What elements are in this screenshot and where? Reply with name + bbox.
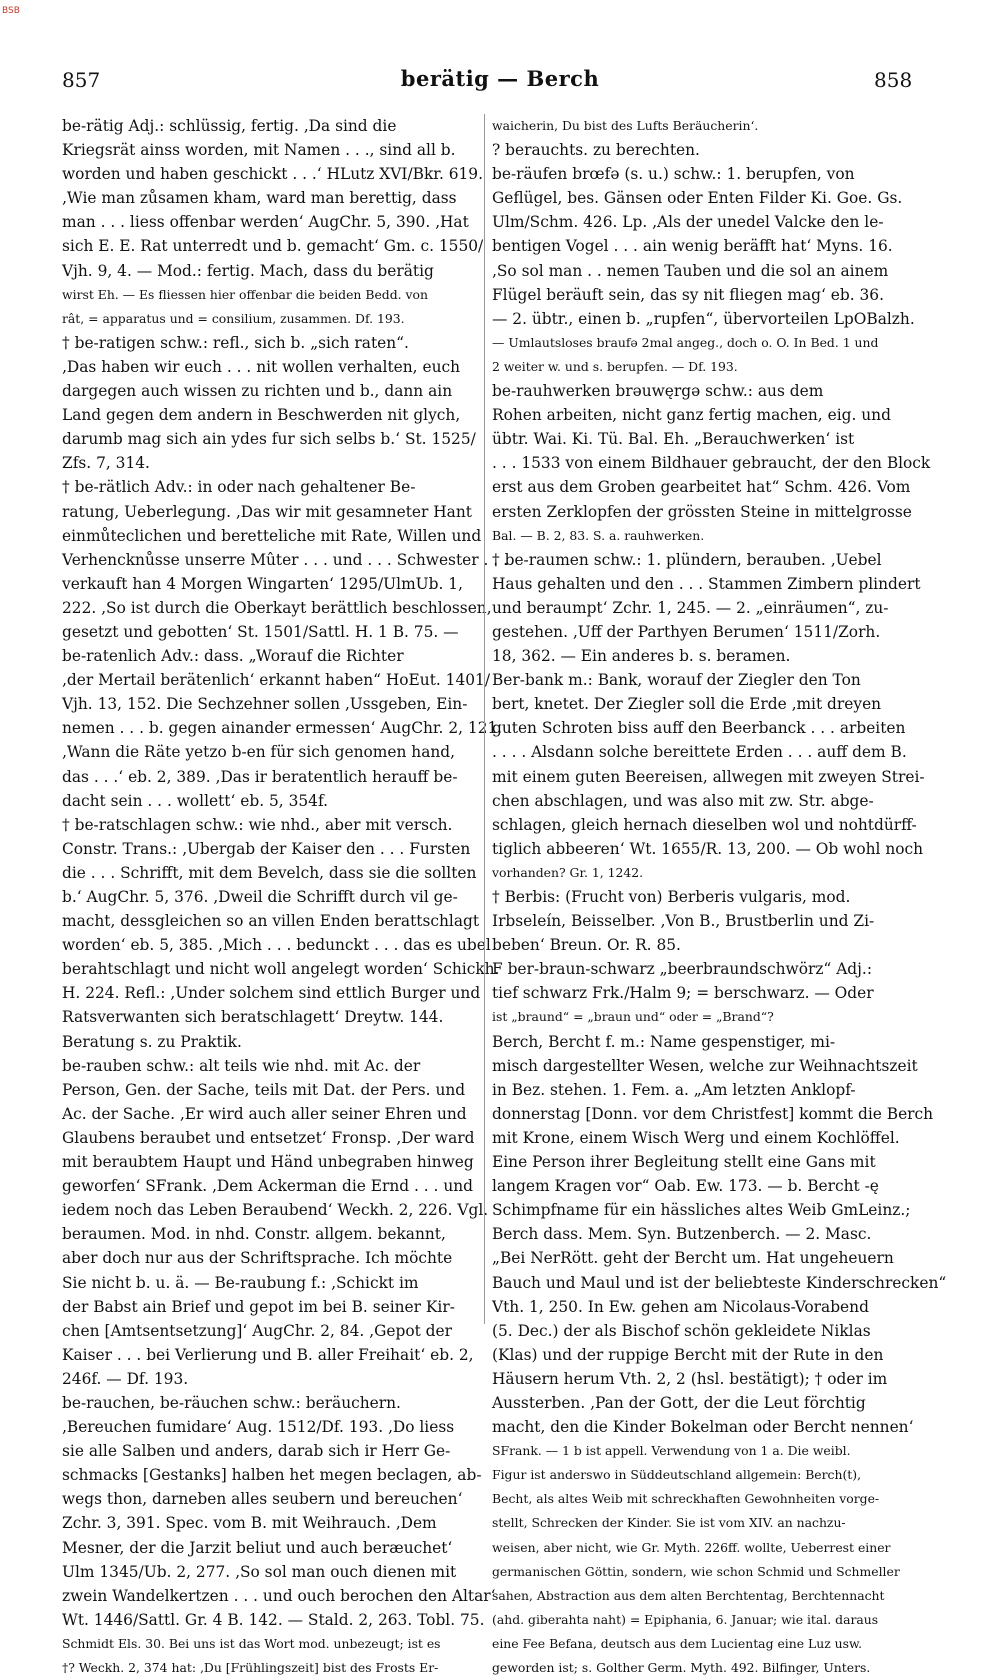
text-line: mit Krone, einem Wisch Werg und einem Kochlöffel.	[492, 1128, 900, 1147]
text-line: dacht sein . . . wollett‘ eb. 5, 354f.	[62, 791, 329, 810]
text-line: . . . . Alsdann solche bereittete Erden . . . auff dem B.	[492, 743, 907, 762]
text-line: Bal. — B. 2, 83. S. a. rauhwerken.	[492, 527, 705, 543]
text-line: bentigen Vogel . . . ain wenig beräfft hat‘ Myns. 16.	[492, 237, 893, 256]
text-line: — Umlautsloses braufə 2mal angeg., doch o. O. In Bed. 1 und	[492, 334, 879, 350]
text-line: vorhanden? Gr. 1, 1242.	[492, 864, 644, 880]
text-line: schlagen, gleich hernach dieselben wol und nohtdürff-	[492, 815, 917, 834]
text-line: Zfs. 7, 314.	[62, 454, 150, 473]
text-line: weisen, aber nicht, wie Gr. Myth. 226ff. wollte, Ueberrest einer	[492, 1539, 891, 1555]
text-line: ‚So sol man . . nemen Tauben und die sol an ainem	[492, 261, 889, 280]
text-line: sich E. E. Rat unterredt und b. gemacht‘ Gm. c. 1550/	[62, 237, 484, 256]
text-line: Kaiser . . . bei Verlierung und B. aller Freihait‘ eb. 2,	[62, 1345, 474, 1364]
text-line: †? Weckh. 2, 374 hat: ‚Du [Frühlingszeit] bist des Frosts Er-	[62, 1660, 439, 1675]
text-line: stellt, Schrecken der Kinder. Sie ist vom XIV. an nachzu-	[492, 1515, 846, 1531]
text-line: H. 224. Refl.: ‚Under solchem sind ettlich Burger und	[62, 984, 481, 1003]
text-line: darumb mag sich ain ydes fur sich selbs b.‘ St. 1525/	[62, 430, 476, 449]
text-line: worden‘ eb. 5, 385. ‚Mich . . . bedunckt . . . das es ubel	[62, 936, 491, 955]
text-line: Ber-bank m.: Bank, worauf der Ziegler den Ton	[492, 671, 861, 690]
text-line: verkauft han 4 Morgen Wingarten‘ 1295/UlmUb. 1,	[62, 574, 463, 593]
text-line: 246f. — Df. 193.	[62, 1369, 189, 1388]
text-line: be-rauben schw.: alt teils wie nhd. mit Ac. der	[62, 1056, 421, 1075]
running-title: berätig — Berch	[400, 66, 600, 91]
text-line: Kriegsrät ainss worden, mit Namen . . ., sind all b.	[62, 141, 456, 160]
text-line: übtr. Wai. Ki. Tü. Bal. Eh. „Berauchwerken‘ ist	[492, 430, 855, 449]
text-line: ‚Bereuchen fumidare‘ Aug. 1512/Df. 193. ‚Do liess	[62, 1418, 455, 1437]
text-line: Constr. Trans.: ‚Ubergab der Kaiser den . . . Fursten	[62, 839, 471, 858]
text-line: Mesner, der die Jarzit beliut und auch beræuchet‘	[62, 1538, 453, 1557]
text-line: Schmidt Els. 30. Bei uns ist das Wort mod. unbezeugt; ist es	[62, 1635, 441, 1651]
text-line: Glaubens beraubet und entsetzet‘ Fronsp. ‚Der ward	[62, 1128, 475, 1147]
text-line: Vjh. 13, 152. Die Sechzehner sollen ‚Ussgeben, Ein-	[62, 695, 468, 714]
right-column	[492, 114, 947, 1675]
text-line: sie alle Salben und anders, darab sich ir Herr Ge-	[62, 1442, 451, 1461]
text-line: 222. ‚So ist durch die Oberkayt berättlich beschlossen,	[62, 598, 492, 617]
text-line: ist „braund“ = „braun und“ oder = „Brand“?	[492, 1009, 774, 1025]
text-line: gesetzt und gebotten‘ St. 1501/Sattl. H. 1 B. 75. —	[62, 622, 459, 641]
text-line: ‚der Mertail berätenlich‘ erkannt haben“ HoEut. 1401/	[62, 671, 491, 690]
text-line: worden und haben geschickt . . .‘ HLutz XVI/Bkr. 619.	[62, 165, 483, 184]
text-line: Ulm/Schm. 426. Lp. ‚Als der unedel Valcke den le-	[492, 213, 884, 232]
text-line: ratung, Ueberlegung. ‚Das wir mit gesamneter Hant	[62, 502, 472, 521]
text-line: Figur ist anderswo in Süddeutschland allgemein: Berch(t),	[492, 1467, 862, 1483]
text-line: tief schwarz Frk./Halm 9; = berschwarz. — Oder	[492, 984, 874, 1003]
text-line: Becht, als altes Weib mit schreckhaften Gewohnheiten vorge-	[492, 1491, 880, 1507]
text-line: be-räufen brœfə (s. u.) schw.: 1. berupfen, von	[492, 165, 855, 184]
text-line: chen abschlagen, und was also mit zw. Str. abge-	[492, 791, 874, 810]
text-line: Geflügel, bes. Gänsen oder Enten Filder Ki. Goe. Gs.	[492, 189, 903, 208]
text-line: Ratsverwanten sich beratschlagett‘ Dreytw. 144.	[62, 1008, 444, 1027]
text-line: misch dargestellter Wesen, welche zur Weihnachtszeit	[492, 1056, 918, 1075]
text-line: be-rauchen, be-räuchen schw.: beräuchern.	[62, 1393, 401, 1412]
text-line: Wt. 1446/Sattl. Gr. 4 B. 142. — Stald. 2, 263. Tobl. 75.	[62, 1610, 485, 1629]
text-line: chen [Amtsentsetzung]‘ AugChr. 2, 84. ‚Gepot der	[62, 1321, 452, 1340]
text-line: Rohen arbeiten, nicht ganz fertig machen, eig. und	[492, 406, 891, 425]
text-line: einmůteclichen und beretteliche mit Rate, Willen und	[62, 526, 482, 545]
text-line: Berch dass. Mem. Syn. Butzenberch. — 2. Masc.	[492, 1225, 872, 1244]
text-line: germanischen Göttin, sondern, wie schon Schmid und Schmeller	[492, 1563, 900, 1579]
text-line: Irbseleín, Beisselber. ‚Von B., Brustberlin und Zi-	[492, 912, 875, 931]
text-line: berahtschlagt und nicht woll angelegt worden‘ Schickh.	[62, 960, 500, 979]
text-line: Zchr. 3, 391. Spec. vom B. mit Weihrauch. ‚Dem	[62, 1514, 437, 1533]
text-line: ‚Wie man zůsamen kham, ward man berettig, dass	[62, 189, 457, 208]
text-line: mit beraubtem Haupt und Händ unbegraben hinweg	[62, 1153, 474, 1172]
text-line: ‚Wann die Räte yetzo b-en für sich genomen hand,	[62, 743, 456, 762]
text-line: rât, = apparatus und = consilium, zusammen. Df. 193.	[62, 310, 405, 326]
text-line: donnerstag [Donn. vor dem Christfest] kommt die Berch	[492, 1104, 934, 1123]
text-line: nemen . . . b. gegen ainander ermessen‘ AugChr. 2, 121.	[62, 719, 503, 738]
text-line: wirst Eh. — Es fliessen hier offenbar die beiden Bedd. von	[62, 286, 428, 302]
text-line: das . . .‘ eb. 2, 389. ‚Das ir beratentlich herauff be-	[62, 767, 458, 786]
text-line: Bauch und Maul und ist der beliebteste Kinderschrecken“	[492, 1273, 947, 1292]
text-line: ? berauchts. zu berechten.	[492, 141, 700, 160]
text-line: eine Fee Befana, deutsch aus dem Lucientag eine Luz usw.	[492, 1635, 863, 1651]
text-line: „Bei NerRött. geht der Bercht um. Hat ungeheuern	[492, 1249, 894, 1268]
text-line: wegs thon, darneben alles seubern und bereuchen‘	[62, 1490, 463, 1509]
text-line: langem Kragen vor“ Oab. Ew. 173. — b. Bercht -ę	[492, 1177, 879, 1196]
text-line: geworden ist; s. Golther Germ. Myth. 492. Bilfinger, Unters.	[492, 1660, 871, 1675]
text-line: guten Schroten biss auff den Beerbanck . . . arbeiten	[492, 719, 906, 738]
text-line: ersten Zerklopfen der grössten Steine in mittelgrosse	[492, 502, 912, 521]
text-line: die . . . Schrifft, mit dem Bevelch, dass sie die sollten	[62, 863, 477, 882]
text-line: Haus gehalten und den . . . Stammen Zimbern plindert	[492, 574, 921, 593]
text-line: Verhencknůsse unserre Mûter . . . und . . . Schwester . . .	[62, 550, 508, 569]
text-line: bert, knetet. Der Ziegler soll die Erde ‚mit dreyen	[492, 695, 882, 714]
page-number-right: 858	[874, 68, 913, 92]
text-line: . . . 1533 von einem Bildhauer gebraucht, der den Block	[492, 454, 931, 473]
text-line: Berch, Bercht f. m.: Name gespenstiger, mi-	[492, 1032, 836, 1051]
text-line: (ahd. giberahta naht) = Epiphania, 6. Januar; wie ital. daraus	[492, 1611, 879, 1627]
text-line: b.‘ AugChr. 5, 376. ‚Dweil die Schrifft durch vil ge-	[62, 888, 458, 906]
text-line: Schimpfname für ein hässliches altes Weib GmLeinz.;	[492, 1201, 911, 1220]
text-line: Aussterben. ‚Pan der Gott, der die Leut förchtig	[492, 1393, 866, 1412]
text-line: gestehen. ‚Uff der Parthyen Berumen‘ 1511/Zorh.	[492, 622, 881, 641]
left-column	[62, 114, 508, 1675]
text-line: Eine Person ihrer Begleitung stellt eine Gans mit	[492, 1153, 876, 1172]
text-line: † Berbis: (Frucht von) Berberis vulgaris, mod.	[492, 888, 851, 906]
text-line: dargegen auch wissen zu richten und b., dann ain	[62, 382, 453, 401]
text-line: 18, 362. — Ein anderes b. s. beramen.	[492, 647, 791, 666]
text-line: SFrank. — 1 b ist appell. Verwendung von 1 a. Die weibl.	[492, 1443, 851, 1459]
text-line: Häusern herum Vth. 2, 2 (hsl. bestätigt); † oder im	[492, 1369, 888, 1388]
text-line: aber doch nur aus der Schriftsprache. Ich möchte	[62, 1249, 453, 1268]
text-line: waicherin, Du bist des Lufts Beräucherin‘.	[492, 118, 759, 133]
text-line: Beratung s. zu Praktik.	[62, 1032, 242, 1051]
text-line: † be-ratschlagen schw.: wie nhd., aber mit versch.	[62, 815, 453, 834]
library-stamp: BSB	[2, 6, 20, 16]
text-line: in Bez. stehen. 1. Fem. a. „Am letzten Anklopf-	[492, 1080, 856, 1099]
page-header	[0, 60, 1000, 100]
text-line: Land gegen dem andern in Beschwerden nit glych,	[62, 406, 461, 425]
text-line: und beraumpt‘ Zchr. 1, 245. — 2. „einräumen“, zu-	[492, 598, 889, 617]
text-line: be-rauhwerken brəuwęrgə schw.: aus dem	[492, 382, 824, 401]
text-line: mit einem guten Beereisen, allwegen mit zweyen Strei-	[492, 767, 925, 786]
text-line: — 2. übtr., einen b. „rupfen“, übervorteilen LpOBalzh.	[492, 309, 915, 328]
text-line: † be-raumen schw.: 1. plündern, berauben. ‚Uebel	[492, 550, 882, 569]
text-line: Vjh. 9, 4. — Mod.: fertig. Mach, dass du berätig	[62, 261, 434, 280]
text-line: beben‘ Breun. Or. R. 85.	[492, 936, 681, 955]
text-line: ‚Das haben wir euch . . . nit wollen verhalten, euch	[62, 357, 461, 376]
text-line: † be-ratigen schw.: refl., sich b. „sich raten“.	[62, 333, 409, 352]
text-line: be-ratenlich Adv.: dass. „Worauf die Richter	[62, 647, 404, 666]
page-number-left: 857	[62, 68, 101, 92]
text-line: Ulm 1345/Ub. 2, 277. ‚So sol man ouch dienen mit	[62, 1562, 457, 1581]
text-line: Vth. 1, 250. In Ew. gehen am Nicolaus-Vorabend	[492, 1297, 869, 1316]
text-line: geworfen‘ SFrank. ‚Dem Ackerman die Ernd . . . und	[62, 1177, 474, 1196]
text-line: Ac. der Sache. ‚Er wird auch aller seiner Ehren und	[62, 1104, 467, 1123]
text-line: Flügel beräuft sein, das sy nit fliegen mag‘ eb. 36.	[492, 285, 884, 304]
text-line: man . . . liess offenbar werden‘ AugChr. 5, 390. ‚Hat	[62, 213, 469, 232]
text-line: sahen, Abstraction aus dem alten Berchtentag, Berchtennacht	[492, 1587, 885, 1603]
text-line: (5. Dec.) der als Bischof schön gekleidete Niklas	[492, 1321, 871, 1340]
text-line: (Klas) und der ruppige Bercht mit der Rute in den	[492, 1345, 884, 1364]
text-line: zwein Wandelkertzen . . . und ouch berochen den Altar‘	[62, 1586, 496, 1605]
text-line: iedem noch das Leben Beraubend‘ Weckh. 2, 226. Vgl.	[62, 1201, 489, 1220]
text-line: Sie nicht b. u. ä. — Be-raubung f.: ‚Schickt im	[62, 1273, 419, 1292]
text-line: 2 weiter w. und s. berupfen. — Df. 193.	[492, 358, 738, 374]
text-line: erst aus dem Groben gearbeitet hat“ Schm. 426. Vom	[492, 478, 911, 497]
text-line: beraumen. Mod. in nhd. Constr. allgem. bekannt,	[62, 1225, 446, 1244]
text-line: † be-rätlich Adv.: in oder nach gehaltener Be-	[62, 478, 416, 497]
text-line: der Babst ain Brief und gepot im bei B. seiner Kir-	[62, 1297, 455, 1316]
text-line: Person, Gen. der Sache, teils mit Dat. der Pers. und	[62, 1080, 466, 1099]
text-line: be-rätig Adj.: schlüssig, fertig. ‚Da sind die	[62, 117, 397, 135]
column-divider	[484, 114, 485, 1324]
text-line: macht, den die Kinder Bokelman oder Bercht nennen‘	[492, 1418, 914, 1437]
text-line: schmacks [Gestanks] halben het megen beclagen, ab-	[62, 1466, 482, 1485]
text-line: tiglich abbeeren‘ Wt. 1655/R. 13, 200. — Ob wohl noch	[492, 839, 924, 858]
text-line: macht, dessgleichen so an villen Enden berattschlagt	[62, 912, 480, 931]
text-line: F ber-braun-schwarz „beerbraundschwörz“ Adj.:	[492, 960, 873, 979]
